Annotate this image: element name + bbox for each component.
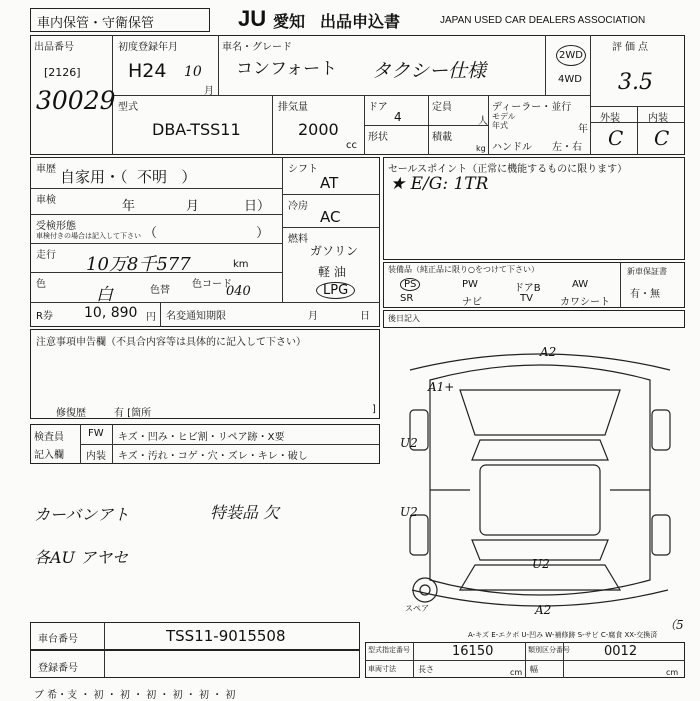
displacement-unit: cc — [346, 140, 357, 151]
capacity-unit: 人 — [478, 116, 488, 127]
mark-u2-trunk: U2 — [532, 557, 550, 571]
fuel-gasoline: ガソリン — [310, 244, 359, 258]
inspection-label: 車検 — [36, 195, 56, 206]
handle-label: ハンドル — [492, 142, 532, 153]
handwritten-note-3: 各AU アヤセ — [34, 548, 129, 567]
rear-left-wheel — [410, 515, 428, 555]
load-unit: kg — [476, 144, 486, 153]
mark-top: A2 — [540, 345, 557, 359]
spare-tire — [413, 578, 437, 602]
car-name: コンフォート — [236, 59, 338, 79]
drive-2wd: 2WD — [556, 45, 586, 66]
exterior-grade: C — [608, 126, 624, 150]
equip-sr: SR — [400, 293, 414, 304]
displacement-value: 2000 — [298, 120, 339, 139]
model-year-label: モデル 年式 — [492, 112, 516, 130]
windshield — [472, 440, 608, 460]
mark-a1: A1+ — [428, 380, 455, 394]
inspection-day: 日） — [244, 199, 271, 214]
inspection-year: 年 — [122, 199, 136, 214]
interior-defects: キズ・汚れ・コゲ・穴・ズレ・キレ・破し — [118, 451, 308, 462]
first-reg-month: 10 — [184, 64, 202, 80]
history-label: 車歴 — [36, 164, 56, 175]
doors-value: 4 — [394, 110, 402, 124]
lot-label: 出品番号 — [34, 42, 74, 53]
inspection-month: 月 — [186, 199, 200, 214]
color-change-label: 色替 — [150, 285, 170, 296]
shift-value: AT — [320, 174, 339, 192]
equip-pw: PW — [462, 279, 478, 290]
fuel-label: 燃料 — [288, 234, 308, 245]
post-install-box — [383, 310, 685, 328]
mileage-unit: km — [233, 259, 249, 270]
dimensions-label: 車両寸法 — [368, 665, 396, 673]
displacement-label: 排気量 — [278, 102, 308, 113]
first-reg-label: 初度登録年月 — [118, 42, 178, 53]
interior-grade: C — [654, 126, 670, 150]
registration-row — [30, 650, 360, 678]
equip-tv: TV — [520, 293, 533, 304]
fuel-lpg: LPG — [316, 282, 355, 299]
ac-value: AC — [320, 208, 341, 226]
recycle-label: R券 — [36, 311, 53, 322]
recycle-value: 10, 890 — [84, 305, 138, 321]
fw-defects: キズ・凹み・ヒビ割・リペア跡・X要 — [118, 432, 285, 443]
inspector-label-1: 検査員 — [34, 432, 64, 443]
org-name: 愛知 — [273, 14, 306, 31]
sales-point-value: ★ E/G: 1TR — [390, 174, 489, 194]
equip-leather: カワシート — [560, 297, 610, 308]
spare-label: スペア — [405, 604, 429, 613]
type-value: DBA-TSS11 — [152, 120, 241, 139]
car-grade: タクシー仕様 — [372, 60, 487, 82]
sales-point-label: セールスポイント（正常に機能するものに限ります） — [388, 164, 628, 175]
capacity-label: 定員 — [432, 102, 452, 113]
front-right-wheel — [652, 410, 670, 450]
score-value: 3.5 — [618, 70, 653, 95]
dealer-label: ディーラー・並行 — [492, 102, 572, 113]
lot-number: 30029 — [36, 86, 116, 115]
drive-4wd: 4WD — [558, 74, 582, 85]
lot-sub: [2126] — [44, 66, 81, 79]
chassis-number: TSS11-9015508 — [166, 627, 286, 645]
recycle-unit: 円 — [146, 312, 156, 323]
notice-month: 月 — [308, 311, 318, 322]
history-value: 自家用・（ 不明 ） — [60, 168, 197, 186]
fuel-diesel: 軽 油 — [318, 265, 346, 279]
mark-u2-left: U2 — [400, 436, 418, 450]
width-label: 幅 — [530, 665, 538, 674]
equip-aw: AW — [572, 279, 589, 290]
form-title: 出品申込書 — [320, 14, 401, 31]
storage-tag — [30, 8, 210, 32]
ju-logo: JU — [238, 6, 267, 31]
repair-history-value: 有 [箇所 — [114, 408, 152, 419]
length-label: 長さ — [418, 665, 434, 674]
post-install-label: 後日記入 — [388, 314, 420, 323]
equip-doorb: ドアB — [514, 283, 541, 294]
fw-label: FW — [88, 428, 104, 439]
type-designation-label: 型式指定番号 — [368, 646, 410, 654]
type-label: 型式 — [118, 102, 138, 113]
width-unit: cm — [666, 668, 679, 677]
bottom-row: ブ 希・支 ・ 初 ・ 初 ・ 初 ・ 初 ・ 初 ・ 初 — [34, 690, 236, 701]
chassis-label: 車台番号 — [38, 634, 78, 645]
exterior-label: 外装 — [600, 113, 620, 124]
warranty-value: 有・無 — [630, 289, 660, 300]
interior-row-label: 内装 — [86, 451, 106, 462]
year-unit: 年 — [578, 124, 588, 135]
handwritten-note-2: 特装品 欠 — [210, 503, 280, 522]
shift-label: シフト — [288, 164, 318, 175]
class-label: 類別区分番号 — [528, 646, 570, 654]
mark-u2-lower: U2 — [400, 505, 418, 519]
class-number: 0012 — [604, 644, 638, 659]
reception-note: 車検付きの場合は記入して下さい — [36, 232, 141, 240]
load-label: 積載 — [432, 132, 452, 143]
type-designation-number: 16150 — [452, 644, 494, 659]
handwritten-note-1: カーバンアト — [34, 505, 130, 524]
mileage-value: 10万8千577 — [86, 254, 191, 275]
registration-label: 登録番号 — [38, 663, 78, 674]
warranty-label: 新車保証書 — [627, 267, 667, 276]
inspector-label-2: 記入欄 — [34, 450, 64, 461]
color-value: 白 — [96, 285, 113, 305]
notice-day: 日 — [360, 311, 370, 322]
reception-paren: （ ） — [144, 226, 270, 241]
month-unit: 月 — [204, 86, 214, 97]
side-mark: （5 — [664, 618, 684, 632]
notes-label: 注意事項申告欄（不具合内容等は具体的に記入して下さい） — [36, 337, 306, 348]
mileage-label: 走行 — [36, 250, 56, 261]
color-label: 色 — [36, 279, 46, 290]
color-code: 040 — [226, 284, 251, 299]
score-label: 評価点 — [612, 42, 651, 53]
car-name-label: 車名・グレード — [222, 42, 292, 53]
equip-ps: PS — [400, 278, 420, 291]
first-reg-year: H24 — [128, 60, 167, 82]
storage-tag-text: 車内保管・守衛保管 — [37, 16, 155, 31]
interior-label: 内装 — [648, 113, 668, 124]
handle-lr: 左・右 — [552, 142, 582, 153]
repair-history-label: 修復歴 — [56, 408, 86, 419]
mark-bottom: A2 — [535, 603, 552, 617]
equip-navi: ナビ — [462, 297, 482, 308]
association-name: JAPAN USED CAR DEALERS ASSOCIATION — [440, 15, 646, 26]
shape-label: 形状 — [368, 132, 388, 143]
hood-panel — [460, 390, 620, 435]
color-code-label: 色コード — [192, 279, 232, 290]
length-unit: cm — [510, 668, 523, 677]
ac-label: 冷房 — [288, 201, 308, 212]
roof-panel — [480, 465, 600, 535]
doors-label: ドア — [368, 102, 388, 113]
damage-legend: A-キズ E-エクボ U-凹み W-補修跡 S-サビ C-腐食 XX-交換済 — [468, 631, 658, 639]
equipment-label: 装備品（純正品に限り○をつけて下さい） — [388, 265, 539, 274]
rear-right-wheel — [652, 515, 670, 555]
reception-label: 受検形態 — [36, 221, 76, 232]
notice-label: 名変通知期限 — [166, 311, 226, 322]
